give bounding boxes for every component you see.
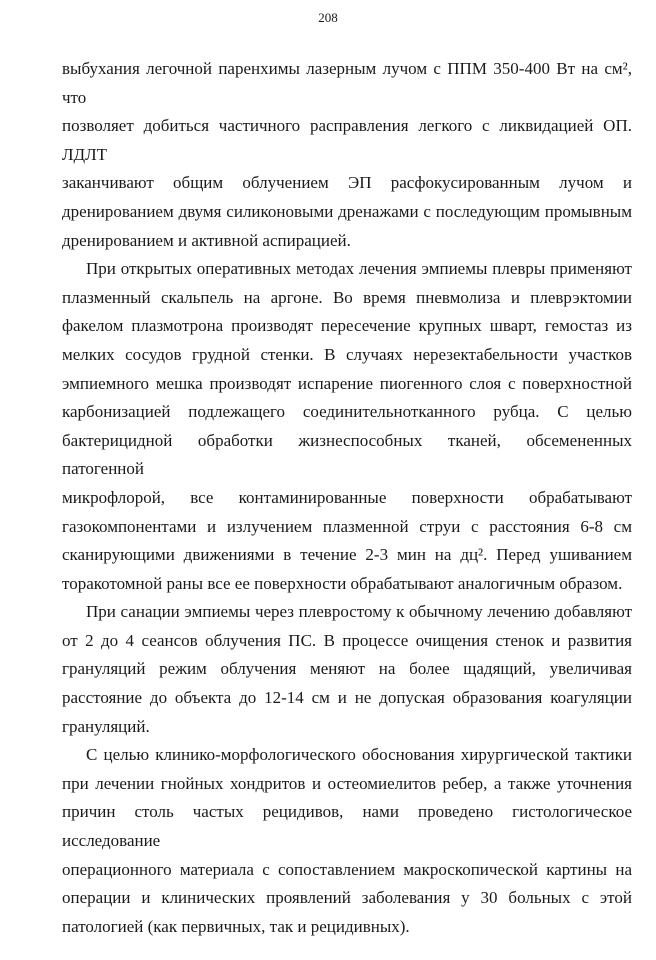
text-line: позволяет добиться частичного расправления легкого с ликвидацией ОП. ЛДЛТ [62, 116, 632, 164]
text-line: С целью клинико-морфологического обоснования хирургической тактики [86, 745, 632, 765]
text-line: операционного материала с сопоставлением макроскопической картины на [62, 859, 632, 879]
document-body [62, 55, 632, 941]
text-line: карбонизацией подлежащего соединительнотканного рубца. С целью [62, 402, 632, 422]
text-line: эмпиемного мешка производят испарение пиогенного слоя с поверхностной [62, 373, 632, 393]
text-line: микрофлорой, все контаминированные поверхности обрабатывают [62, 487, 632, 507]
paragraph [62, 55, 632, 255]
text-line: дренированием двумя силиконовыми дренажами с последующим промывным [62, 201, 632, 221]
text-line: торакотомной раны все ее поверхности обрабатывают аналогичным образом. [62, 573, 623, 593]
text-line: При санации эмпиемы через плевростому к обычному лечению добавляют [86, 602, 632, 622]
text-line: патологией (как первичных, так и рецидивных). [62, 916, 410, 936]
text-line: расстояние до объекта до 12-14 см и не допуская образования коагуляции [62, 688, 632, 708]
paragraph [62, 741, 632, 941]
text-line: плазменный скальпель на аргоне. Во время пневмолиза и плеврэктомии [62, 287, 632, 307]
text-line: При открытых оперативных методах лечения эмпиемы плевры применяют [86, 259, 632, 279]
text-line: сканирующими движениями в течение 2-3 мин на дц². Перед ушиванием [62, 545, 632, 565]
text-line: заканчивают общим облучением ЭП расфокусированным лучом и [62, 173, 632, 193]
text-line: причин столь частых рецидивов, нами проведено гистологическое исследование [62, 802, 632, 851]
text-line: бактерицидной обработки жизнеспособных тканей, обсемененных патогенной [62, 430, 632, 479]
text-line: мелких сосудов грудной стенки. В случаях нерезектабельности участков [62, 344, 632, 364]
paragraph [62, 255, 632, 598]
text-line: грануляций режим облучения меняют на более щадящий, увеличивая [62, 659, 632, 679]
text-line: операции и клинических проявлений заболевания у 30 больных с этой [62, 888, 632, 908]
page-number: 208 [318, 10, 338, 25]
text-line: факелом плазмотрона производят пересечение крупных шварт, гемостаз из [62, 316, 632, 336]
paragraph [62, 598, 632, 741]
text-line: при лечении гнойных хондритов и остеомиелитов ребер, а также уточнения [62, 773, 632, 793]
text-line: газокомпонентами и излучением плазменной струи с расстояния 6-8 см [62, 516, 632, 536]
text-line: выбухания легочной паренхимы лазерным лучом с ППМ 350-400 Вт на см², что [62, 59, 632, 107]
text-line: дренированием и активной аспирацией. [62, 230, 351, 250]
text-line: грануляций. [62, 716, 150, 736]
text-line: от 2 до 4 сеансов облучения ПС. В процессе очищения стенок и развития [62, 630, 632, 650]
